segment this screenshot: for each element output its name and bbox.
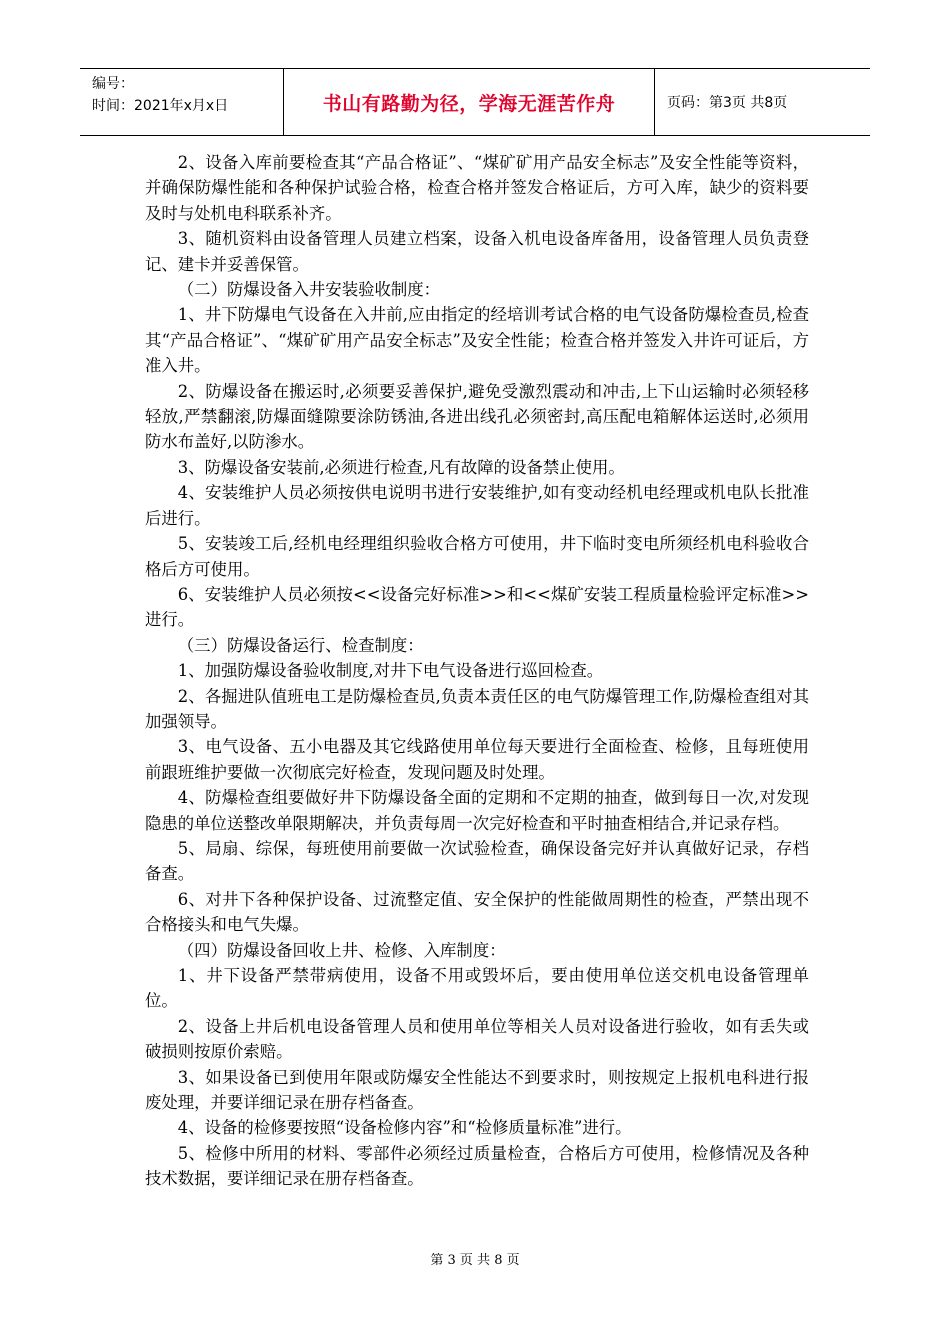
paragraph: 2、各掘进队值班电工是防爆检查员,负责本责任区的电气防爆管理工作,防爆检查组对其加强领导。 xyxy=(145,686,809,731)
paragraph: 1、井下设备严禁带病使用，设备不用或毁坏后，要由使用单位送交机电设备管理单位。 xyxy=(145,966,809,1011)
footer-page-number: 第 3 页 共 8 页 xyxy=(430,1253,520,1268)
paragraph: 2、防爆设备在搬运时,必须要妥善保护,避免受激烈震动和冲击,上下山运输时必须轻移轻放,严禁翻滚,防爆面缝隙要涂防锈油,各进出线孔必须密封,高压配电箱解体运送时,必须用防水布盖好,以防渗水。 xyxy=(145,381,809,452)
document-number-label: 编号： xyxy=(92,76,134,92)
paragraph: 1、井下防爆电气设备在入井前,应由指定的经培训考试合格的电气设备防爆检查员,检查其“产品合格证”、“煤矿矿用产品安全标志”及安全性能；检查合格并签发入井许可证后，方准入井。 xyxy=(145,305,809,376)
section-heading: （四）防爆设备回收上井、检修、入库制度： xyxy=(177,940,506,960)
paragraph: 5、安装竣工后,经机电经理组织验收合格方可使用，井下临时变电所须经机电科验收合格后方可使用。 xyxy=(145,534,809,579)
paragraph: 3、如果设备已到使用年限或防爆安全性能达不到要求时，则按规定上报机电科进行报废处理，并要详细记录在册存档备查。 xyxy=(145,1067,809,1113)
paragraph: 1、加强防爆设备验收制度,对井下电气设备进行巡回检查。 xyxy=(177,661,604,681)
document-body xyxy=(145,150,809,1192)
header-meta xyxy=(80,69,283,135)
paragraph: 4、设备的检修要按照“设备检修内容”和“检修质量标准”进行。 xyxy=(177,1118,632,1138)
header-page-cell xyxy=(655,69,870,135)
paragraph: 4、安装维护人员必须按供电说明书进行安装维护,如有变动经机电经理或机电队长批准后进行。 xyxy=(145,483,809,528)
paragraph: 4、防爆检查组要做好井下防爆设备全面的定期和不定期的抽查，做到每日一次,对发现隐患的单位送整改单限期解决，并负责每周一次完好检查和平时抽查相结合,并记录存档。 xyxy=(145,788,809,833)
paragraph: 3、防爆设备安装前,必须进行检查,凡有故障的设备禁止使用。 xyxy=(177,457,625,477)
header-motto-cell xyxy=(283,69,655,135)
page-footer xyxy=(0,1249,950,1268)
paragraph: 2、设备上井后机电设备管理人员和使用单位等相关人员对设备进行验收，如有丢失或破损则按原价索赔。 xyxy=(145,1016,809,1062)
page-header xyxy=(80,68,870,136)
paragraph: 3、随机资料由设备管理人员建立档案，设备入机电设备库备用，设备管理人员负责登记、建卡并妥善保管。 xyxy=(145,229,809,274)
paragraph: 2、设备入库前要检查其“产品合格证”、“煤矿矿用产品安全标志”及安全性能等资料，并确保防爆性能和各种保护试验合格，检查合格并签发合格证后，方可入库，缺少的资料要及时与处机电科联系补齐。 xyxy=(145,153,809,223)
paragraph: 3、电气设备、五小电器及其它线路使用单位每天要进行全面检查、检修，且每班使用前跟班维护要做一次彻底完好检查，发现问题及时处理。 xyxy=(145,737,809,782)
section-heading: （三）防爆设备运行、检查制度： xyxy=(177,635,424,655)
header-motto: 书山有路勤为径，学海无涯苦作舟 xyxy=(322,92,616,115)
document-date: 时间：2021年x月x日 xyxy=(92,98,229,114)
paragraph: 5、检修中所用的材料、零部件必须经过质量检查，合格后方可使用，检修情况及各种技术数据，要详细记录在册存档备查。 xyxy=(145,1143,809,1189)
paragraph: 5、局扇、综保，每班使用前要做一次试验检查，确保设备完好并认真做好记录，存档备查。 xyxy=(145,838,809,884)
header-page-info: 页码：第3页 共8页 xyxy=(667,95,788,111)
paragraph: 6、对井下各种保护设备、过流整定值、安全保护的性能做周期性的检查，严禁出现不合格接头和电气失爆。 xyxy=(145,889,809,935)
paragraph: 6、安装维护人员必须按<<设备完好标准>>和<<煤矿安装工程质量检验评定标准>>进行。 xyxy=(145,584,809,630)
section-heading: （二）防爆设备入井安装验收制度： xyxy=(177,280,441,300)
